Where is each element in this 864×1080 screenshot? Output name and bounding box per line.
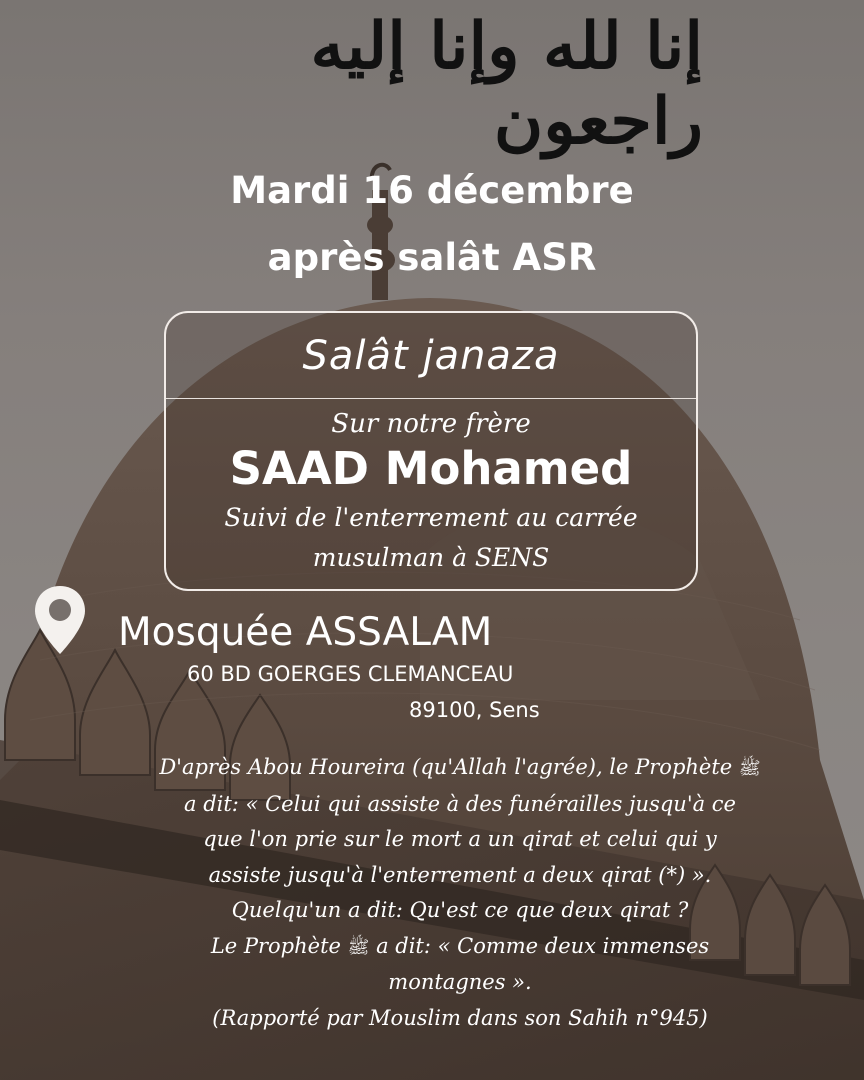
address-street: 60 BD GOERGES CLEMANCEAU (187, 662, 514, 686)
card-header (166, 313, 696, 399)
address-city: 89100, Sens (409, 698, 540, 722)
arabic-calligraphy-inna-lillahi: إنا لله وإنا إليه راجعون (310, 9, 703, 159)
salawat-icon: ﷺ (347, 936, 370, 958)
hadith-line: a dit: « Celui qui assiste à des funérailles jusqu'à ce (184, 791, 736, 816)
deceased-name: SAAD Mohamed (229, 442, 633, 495)
card-subtitle: Sur notre frère (331, 409, 531, 439)
mosque-name: Mosquée ASSALAM (118, 610, 493, 655)
card-title: Salât janaza (302, 332, 560, 379)
funeral-time: après salât ASR (267, 236, 597, 279)
burial-info-line-2: musulman à SENS (312, 543, 550, 572)
hadith-text (100, 750, 820, 1036)
burial-info-line-1: Suivi de l'enterrement au carrée (224, 503, 638, 532)
hadith-line: que l'on prie sur le mort a un qirat et celui qui y (203, 827, 717, 851)
hadith-line: Le Prophète ﷺ a dit: « Comme deux immenses (210, 933, 710, 958)
hadith-line: Quelqu'un a dit: Qu'est ce que deux qirat ? (231, 898, 689, 922)
hadith-source: (Rapporté par Mouslim dans son Sahih n°945) (212, 1005, 708, 1030)
map-pin-icon (33, 584, 87, 656)
funeral-date: Mardi 16 décembre (230, 169, 634, 212)
hadith-line: montagnes ». (388, 970, 532, 994)
janaza-info-card (164, 311, 698, 591)
hadith-line: assiste jusqu'à l'enterrement a deux qirat (*) ». (208, 862, 712, 887)
salawat-icon: ﷺ (738, 758, 761, 779)
hadith-line: D'après Abou Houreira (qu'Allah l'agrée), le Prophète ﷺ (159, 755, 761, 779)
